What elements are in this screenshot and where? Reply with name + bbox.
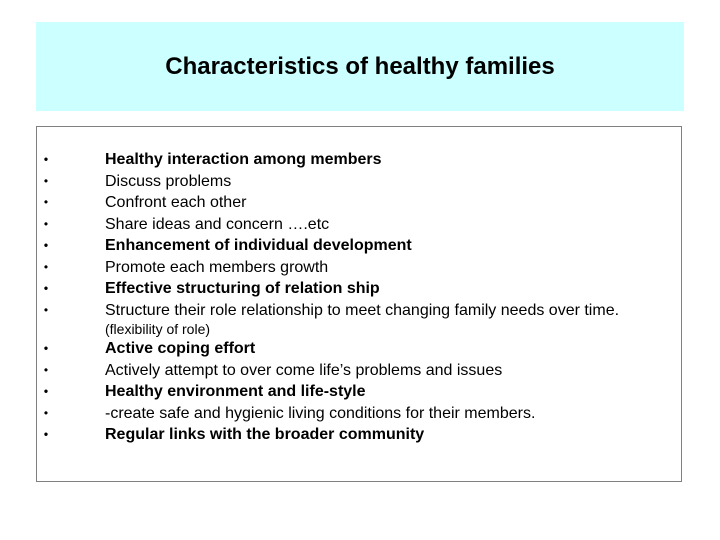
bullet-text: Actively attempt to over come life’s problems and issues: [105, 361, 503, 379]
bullet-text: Active coping effort: [105, 340, 256, 357]
bullet-dot-icon: •: [43, 216, 49, 231]
bullet-dot-icon: •: [43, 195, 49, 209]
bullet-dot-icon: •: [43, 405, 49, 420]
slide-title: Characteristics of healthy families: [165, 52, 555, 80]
bullet-dot-icon: •: [43, 427, 49, 441]
bullet-text: Structure their role relationship to meet changing family needs over time.: [105, 301, 620, 319]
bullet-item: [43, 381, 681, 403]
bullet-item: [43, 338, 681, 360]
bullet-dot-icon: •: [43, 362, 49, 377]
bullet-text: Healthy interaction among members: [105, 151, 382, 168]
bullet-dot-icon: •: [43, 341, 49, 355]
bullet-item: [43, 192, 681, 214]
bullet-text: Enhancement of individual development: [105, 237, 412, 254]
bullet-item: [43, 171, 681, 193]
bullet-dot-icon: •: [43, 302, 49, 317]
bullet-dot-icon: •: [43, 384, 49, 398]
bullet-text: -create safe and hygienic living conditions for their members.: [105, 404, 536, 422]
bullet-text: Promote each members growth: [105, 258, 329, 276]
bullet-dot-icon: •: [43, 173, 49, 188]
bullet-text: Effective structuring of relation ship: [105, 280, 380, 297]
bullet-subtext: (flexibility of role): [105, 321, 211, 337]
bullet-text: Regular links with the broader community: [105, 426, 425, 443]
bullet-dot-icon: •: [43, 259, 49, 274]
bullet-item: [43, 214, 681, 236]
bullet-dot-icon: •: [43, 152, 49, 166]
bullet-item: [43, 278, 681, 300]
bullet-item: [43, 235, 681, 257]
bullet-text: Discuss problems: [105, 172, 232, 190]
bullet-item: [43, 300, 681, 339]
bullet-item: [43, 257, 681, 279]
bullet-text: Confront each other: [105, 194, 247, 211]
title-banner: [36, 22, 684, 111]
bullet-item: [43, 424, 681, 446]
bullet-text: Healthy environment and life-style: [105, 383, 366, 400]
content-panel: [36, 126, 682, 482]
bullet-item: [43, 403, 681, 425]
bullet-item: [43, 149, 681, 171]
bullet-list: [43, 149, 681, 446]
bullet-dot-icon: •: [43, 281, 49, 295]
bullet-item: [43, 360, 681, 382]
bullet-text: Share ideas and concern ….etc: [105, 215, 330, 233]
bullet-dot-icon: •: [43, 238, 49, 252]
